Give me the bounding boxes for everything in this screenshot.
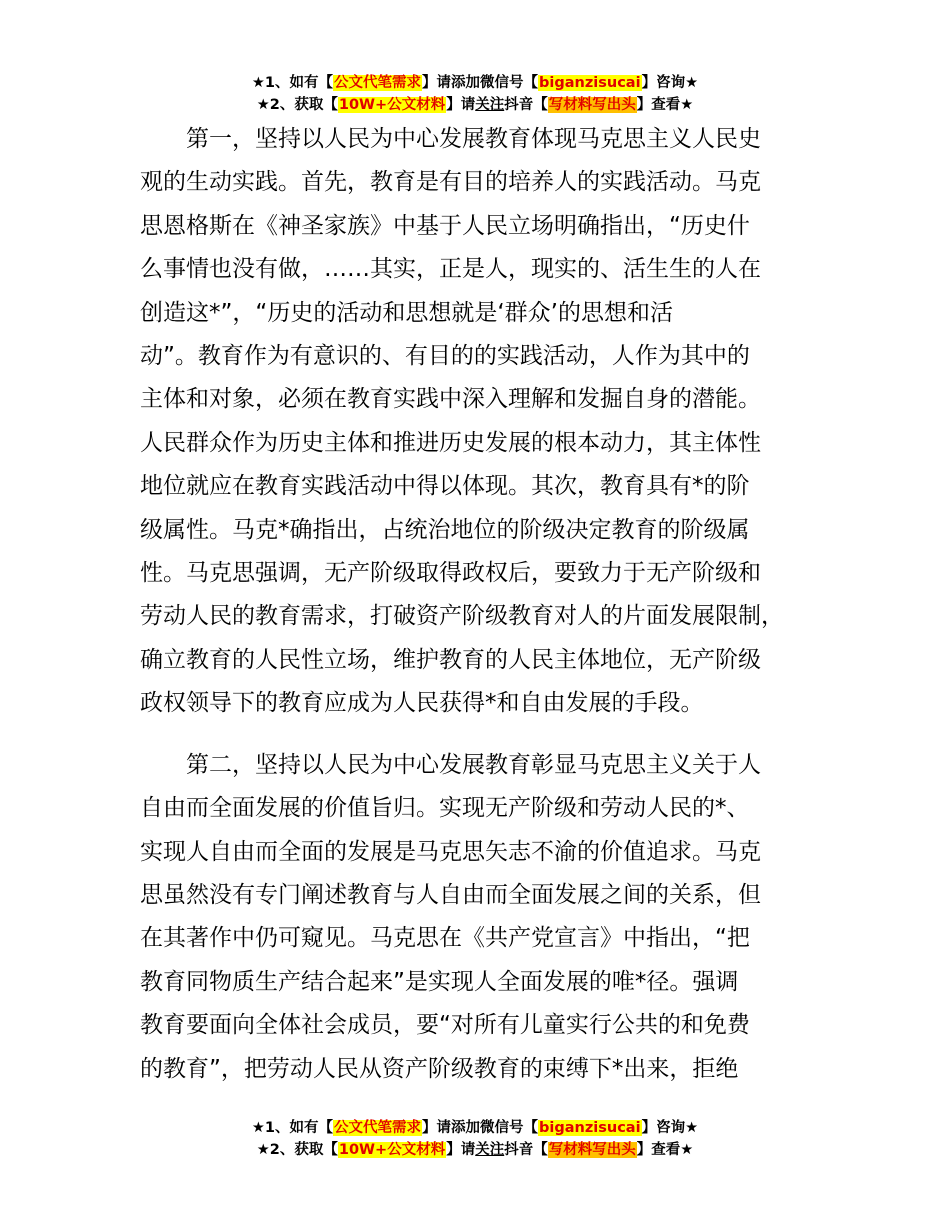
banner-text: ★1、如有【 (251, 1120, 334, 1136)
header-banner (0, 72, 950, 116)
text-line: 劳动人民的教育需求，打破资产阶级教育对人的片面发展限制， (140, 603, 784, 630)
text-line: 思虽然没有专门阐述教育与人自由而全面发展之间的关系，但 (140, 881, 761, 908)
banner-text: 】咨询★ (641, 75, 699, 91)
banner-text-underlined: 关注 (475, 97, 505, 113)
banner-text: 微信号【 (480, 75, 539, 91)
text-line: 实现人自由而全面的发展是马克思矢志不渝的价值追求。马克 (140, 838, 761, 865)
text-line: 性。马克思强调，无产阶级取得政权后，要致力于无产阶级和 (140, 560, 761, 587)
banner-text: 】查看★ (636, 97, 694, 113)
banner-line-1 (0, 1117, 950, 1139)
text-line: 自由而全面发展的价值旨归。实现无产阶级和劳动人民的*、 (140, 795, 750, 822)
banner-text: ★2、获取【 (256, 1142, 338, 1158)
banner-text: 】查看★ (636, 1142, 694, 1158)
highlight-douyin: 写材料写出头 (548, 1142, 636, 1158)
highlight-wechat-id: biganzisucai (539, 1120, 641, 1136)
text-line: 思恩格斯在《神圣家族》中基于人民立场明确指出，“历史什 (140, 212, 750, 239)
text-line: 人民群众作为历史主体和推进历史发展的根本动力，其主体性 (140, 429, 761, 456)
highlight-service: 公文代笔需求 (334, 1120, 422, 1136)
banner-text: ★1、如有【 (251, 75, 334, 91)
banner-text: 】请添加 (422, 1120, 481, 1136)
text-line: 第二，坚持以人民为中心发展教育彰显马克思主义关于人 (186, 751, 761, 778)
text-line: 确立教育的人民性立场，维护教育的人民主体地位，无产阶级 (140, 646, 761, 673)
banner-text: 】请添加 (422, 75, 481, 91)
text-line: 级属性。马克*确指出，占统治地位的阶级决定教育的阶级属 (140, 516, 750, 543)
text-line: 政权领导下的教育应成为人民获得*和自由发展的手段。 (140, 690, 704, 717)
text-line: 主体和对象，必须在教育实践中深入理解和发掘自身的潜能。 (140, 386, 761, 413)
text-line: 在其著作中仍可窥见。马克思在《共产党宣言》中指出，“把 (140, 925, 750, 952)
banner-line-2 (0, 1139, 950, 1161)
document-body (140, 118, 830, 1091)
banner-text: 抖音【 (504, 97, 548, 113)
banner-text: ★2、获取【 (256, 97, 338, 113)
paragraph (140, 744, 830, 1091)
text-line: 地位就应在教育实践活动中得以体现。其次，教育具有*的阶 (140, 473, 750, 500)
text-line: 教育要面向全体社会成员，要“对所有儿童实行公共的和免费 (140, 1012, 750, 1039)
paragraph (140, 118, 830, 726)
banner-line-2 (0, 94, 950, 116)
highlight-materials: 10W+公文材料 (338, 97, 446, 113)
text-line: 教育同物质生产结合起来”是实现人全面发展的唯*径。强调 (140, 968, 739, 995)
highlight-service: 公文代笔需求 (334, 75, 422, 91)
banner-text: 】咨询★ (641, 1120, 699, 1136)
text-line: 创造这*”，“历史的活动和思想就是‘群众’的思想和活 (140, 299, 673, 326)
text-line: 观的生动实践。首先，教育是有目的培养人的实践活动。马克 (140, 169, 761, 196)
banner-text: 】请 (446, 1142, 476, 1158)
footer-banner (0, 1117, 950, 1161)
text-line: 动”。教育作为有意识的、有目的的实践活动，人作为其中的 (140, 343, 750, 370)
highlight-douyin: 写材料写出头 (548, 97, 636, 113)
banner-line-1 (0, 72, 950, 94)
highlight-wechat-id: biganzisucai (539, 75, 641, 91)
highlight-materials: 10W+公文材料 (338, 1142, 446, 1158)
banner-text: 】请 (446, 97, 476, 113)
text-line: 么事情也没有做，……其实，正是人，现实的、活生生的人在 (140, 256, 761, 283)
banner-text: 抖音【 (504, 1142, 548, 1158)
banner-text-underlined: 关注 (475, 1142, 505, 1158)
banner-text: 微信号【 (480, 1120, 539, 1136)
text-line: 第一，坚持以人民为中心发展教育体现马克思主义人民史 (186, 126, 761, 152)
text-line: 的教育”，把劳动人民从资产阶级教育的束缚下*出来，拒绝 (140, 1055, 739, 1082)
